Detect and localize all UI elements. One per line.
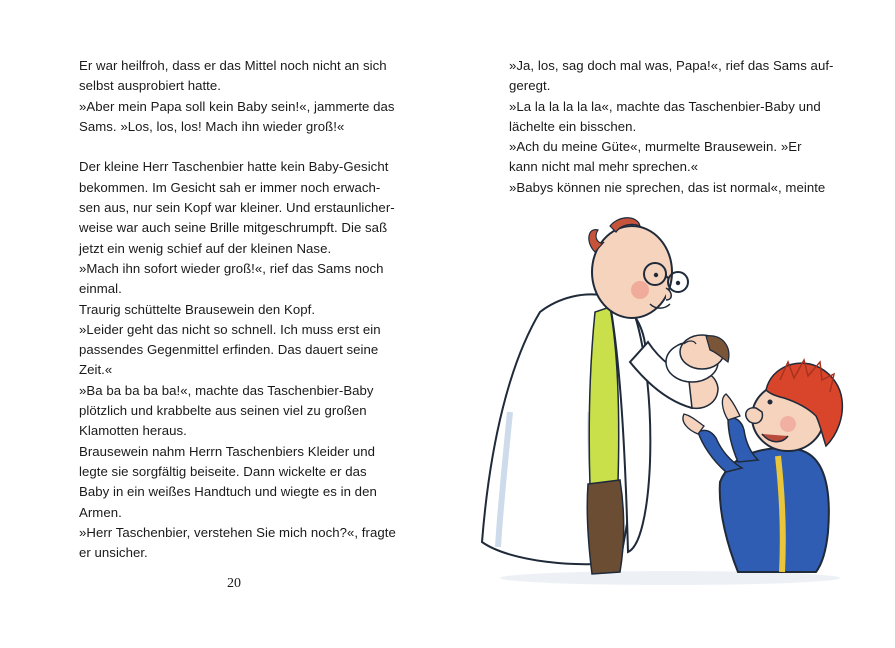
left-text-line: bekommen. Im Gesicht sah er immer noch erwach- bbox=[79, 179, 381, 195]
right-text-line: geregt. bbox=[509, 78, 551, 94]
left-text-line: Brausewein nahm Herrn Taschenbiers Kleider und bbox=[79, 443, 376, 459]
sams-hand-left bbox=[683, 414, 704, 434]
ground-shadow bbox=[500, 571, 840, 585]
right-text-line: »Ach du meine Güte«, murmelte Brausewein. »Er bbox=[509, 139, 802, 155]
story-illustration bbox=[470, 212, 880, 592]
baby-figure bbox=[666, 335, 729, 382]
left-text-line: jetzt ein wenig schief auf der kleinen Nase. bbox=[79, 240, 332, 256]
scientist-head bbox=[592, 226, 672, 318]
left-text-line: Er war heilfroh, dass er das Mittel noch nicht an sich bbox=[79, 58, 387, 73]
left-text-line: »Leider geht das nicht so schnell. Ich muss erst ein bbox=[79, 321, 381, 337]
scientist-figure bbox=[482, 218, 718, 574]
right-text-line: »Ja, los, sag doch mal was, Papa!«, rief das Sams auf- bbox=[509, 58, 834, 73]
left-text-line: passendes Gegenmittel erfinden. Das dauert seine bbox=[79, 342, 379, 358]
left-text-line: »Ba ba ba ba ba!«, machte das Taschenbier-Baby bbox=[79, 382, 374, 398]
left-page-text bbox=[79, 56, 399, 563]
left-text-line: Zeit.« bbox=[79, 362, 113, 378]
left-text-line: Baby in ein weißes Handtuch und wiegte es in den bbox=[79, 484, 377, 500]
page-number: 20 bbox=[227, 576, 241, 591]
left-text-line: selbst ausprobiert hatte. bbox=[79, 78, 221, 94]
right-text-line: »Babys können nie sprechen, das ist normal«, meinte bbox=[509, 179, 826, 195]
left-text-line: er unsicher. bbox=[79, 545, 148, 561]
scientist-trousers bbox=[587, 480, 624, 574]
left-text-line: einmal. bbox=[79, 281, 122, 297]
left-text-line: Der kleine Herr Taschenbier hatte kein Baby-Gesicht bbox=[79, 159, 389, 175]
left-text-line: Sams. »Los, los, los! Mach ihn wieder groß!« bbox=[79, 118, 345, 134]
left-text-line: weise war auch seine Brille mitgeschrumpft. Die saß bbox=[79, 220, 388, 236]
left-text-line: Traurig schüttelte Brausewein den Kopf. bbox=[79, 301, 316, 317]
right-text-line: lächelte ein bisschen. bbox=[509, 118, 637, 134]
left-text-line: sen aus, nur sein Kopf war kleiner. Und erstaunlicher- bbox=[79, 200, 395, 216]
right-text-line: »La la la la la la«, machte das Taschenbier-Baby und bbox=[509, 98, 821, 114]
paragraph-break bbox=[79, 137, 399, 157]
sams-nose bbox=[746, 408, 763, 424]
right-page-text bbox=[509, 56, 834, 198]
left-text-line: legte sie sorgfältig beiseite. Dann wickelte er das bbox=[79, 463, 367, 479]
left-text-line: plötzlich und krabbelte aus seinen viel zu großen bbox=[79, 403, 367, 419]
left-text-line: Armen. bbox=[79, 504, 122, 520]
right-text-line: kann nicht mal mehr sprechen.« bbox=[509, 159, 699, 175]
sams-hand-right bbox=[722, 394, 740, 420]
left-text-line: »Aber mein Papa soll kein Baby sein!«, jammerte das bbox=[79, 98, 395, 114]
left-text-line: »Herr Taschenbier, verstehen Sie mich noch?«, fragte bbox=[79, 524, 396, 540]
left-text-line: »Mach ihn sofort wieder groß!«, rief das Sams noch bbox=[79, 260, 384, 276]
left-text-line: Klamotten heraus. bbox=[79, 423, 187, 439]
